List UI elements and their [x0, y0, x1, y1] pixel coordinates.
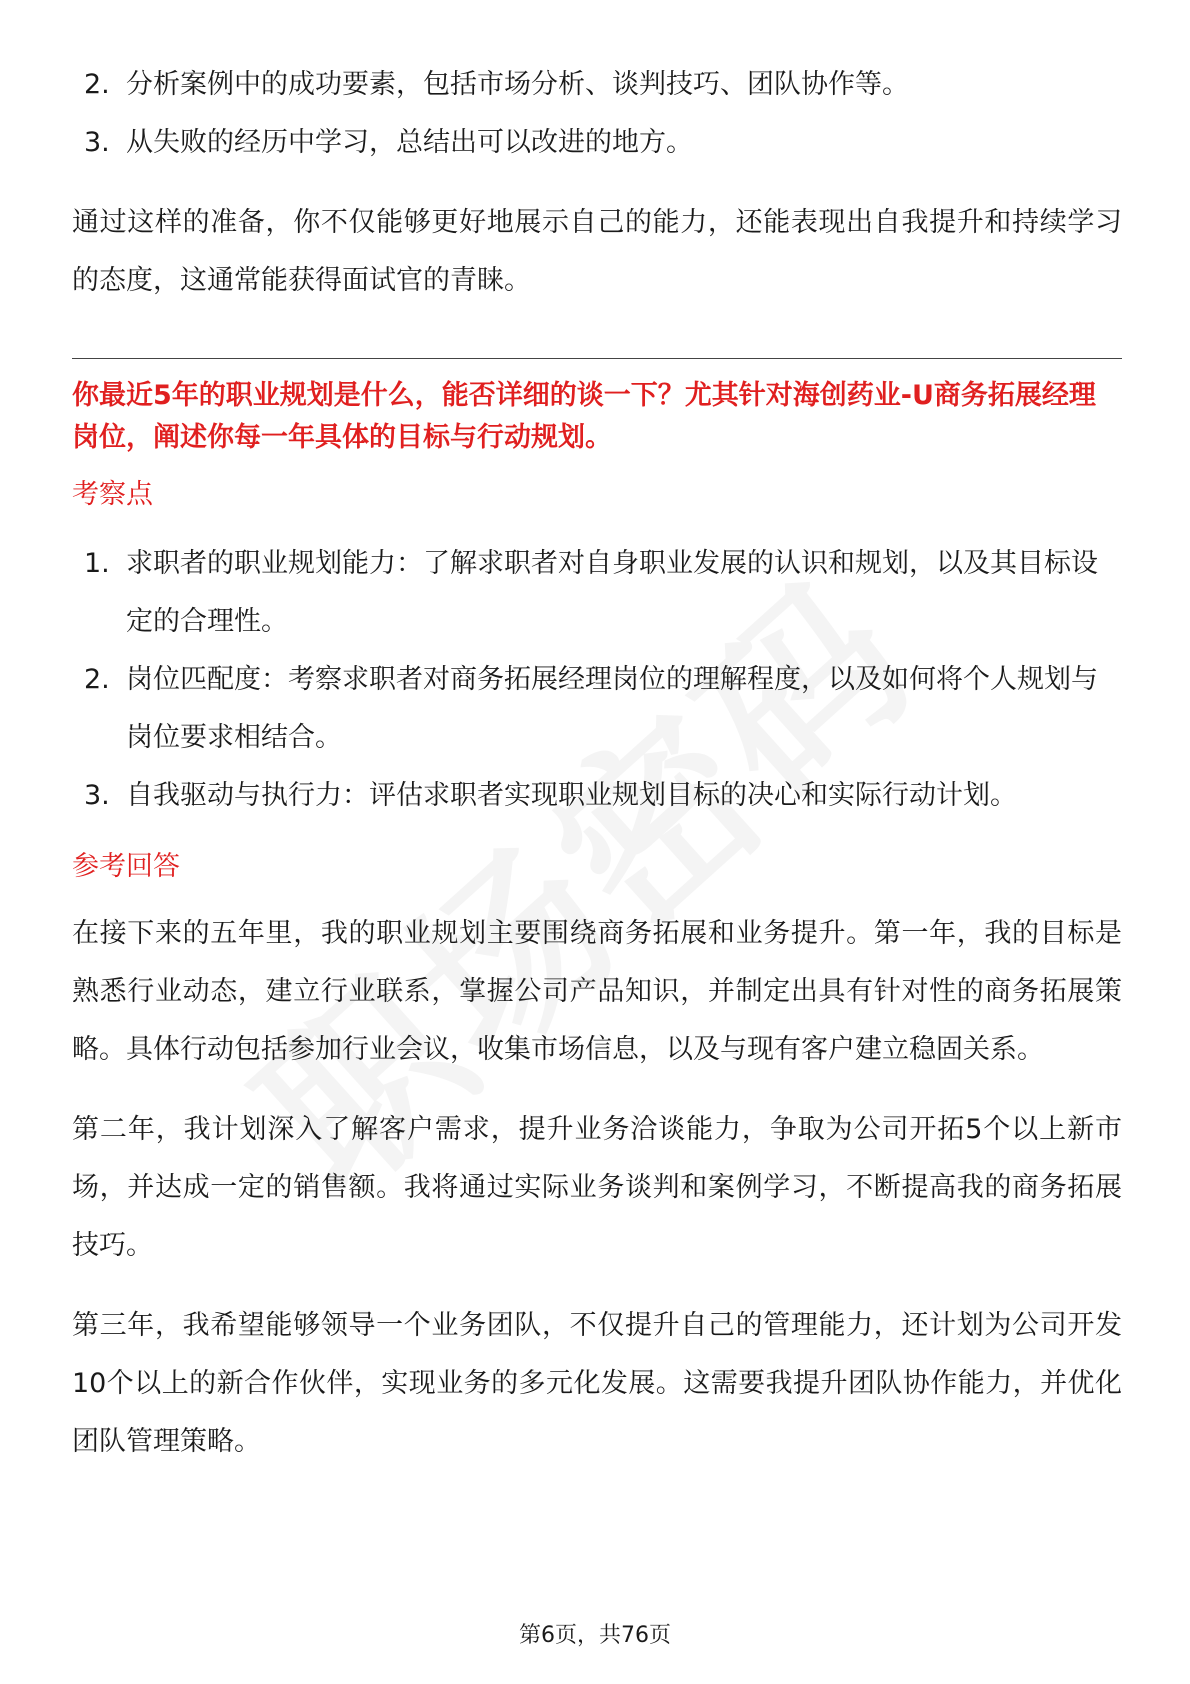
list-text: 从失败的经历中学习，总结出可以改进的地方。 — [126, 127, 693, 158]
list-item — [72, 767, 1122, 825]
list-number: 1. — [84, 548, 110, 579]
list-item — [72, 651, 1122, 767]
list-item — [72, 56, 1122, 114]
list-item — [72, 535, 1122, 651]
list-number: 2. — [84, 664, 110, 695]
list-text: 求职者的职业规划能力：了解求职者对自身职业发展的认识和规划，以及其目标设定的合理性。 — [126, 548, 1098, 637]
list-number: 2. — [84, 69, 110, 100]
interview-question: 你最近5年的职业规划是什么，能否详细的谈一下？尤其针对海创药业-U商务拓展经理岗位，阐述你每一年具体的目标与行动规划。 — [72, 380, 1096, 453]
answer-paragraph: 第三年，我希望能够领导一个业务团队，不仅提升自己的管理能力，还计划为公司开发10个以上的新合作伙伴，实现业务的多元化发展。这需要我提升团队协作能力，并优化团队管理策略。 — [72, 1310, 1122, 1457]
answer-paragraph: 在接下来的五年里，我的职业规划主要围绕商务拓展和业务提升。第一年，我的目标是熟悉行业动态，建立行业联系，掌握公司产品知识，并制定出具有针对性的商务拓展策略。具体行动包括参加行业会议，收集市场信息，以及与现有客户建立稳固关系。 — [72, 918, 1122, 1065]
focus-heading: 考察点 — [72, 479, 153, 510]
page-footer: 第6页，共76页 — [519, 1623, 671, 1648]
list-text: 自我驱动与执行力：评估求职者实现职业规划目标的决心和实际行动计划。 — [126, 780, 1017, 811]
answer-heading: 参考回答 — [72, 851, 180, 882]
answer-paragraph: 第二年，我计划深入了解客户需求，提升业务洽谈能力，争取为公司开拓5个以上新市场，并达成一定的销售额。我将通过实际业务谈判和案例学习，不断提高我的商务拓展技巧。 — [72, 1114, 1122, 1261]
previous-list — [72, 56, 1122, 172]
list-number: 3. — [84, 127, 110, 158]
list-item — [72, 114, 1122, 172]
previous-paragraph: 通过这样的准备，你不仅能够更好地展示自己的能力，还能表现出自我提升和持续学习的态度，这通常能获得面试官的青睐。 — [72, 207, 1122, 296]
section-divider — [72, 358, 1122, 359]
list-text: 岗位匹配度：考察求职者对商务拓展经理岗位的理解程度，以及如何将个人规划与岗位要求相结合。 — [126, 664, 1098, 753]
page-content — [72, 56, 1122, 1471]
focus-list — [72, 535, 1122, 825]
list-text: 分析案例中的成功要素，包括市场分析、谈判技巧、团队协作等。 — [126, 69, 909, 100]
list-number: 3. — [84, 780, 110, 811]
